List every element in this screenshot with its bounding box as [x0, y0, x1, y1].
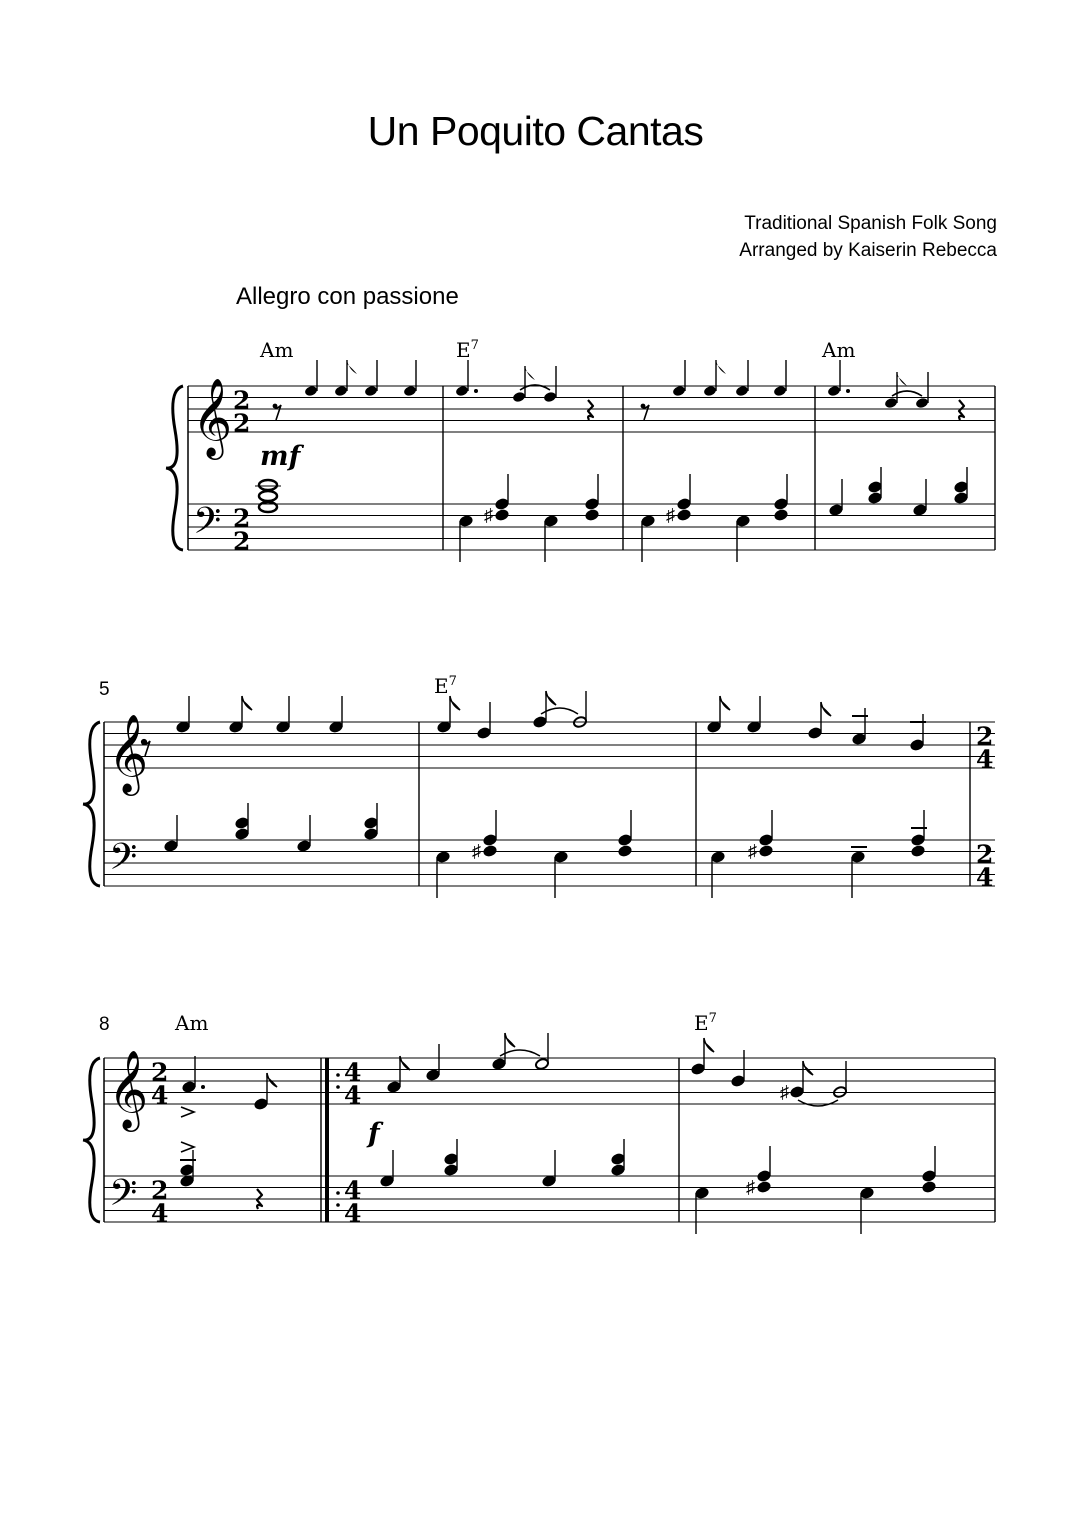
treble-measure [641, 360, 788, 420]
chord-symbol: Am [175, 1011, 209, 1035]
score-title: Un Poquito Cantas [367, 108, 704, 154]
time-sig-den-bass: 4 [344, 1199, 362, 1228]
bass-measure [695, 1146, 936, 1234]
treble-measure [691, 1038, 848, 1106]
treble-measure [387, 1033, 550, 1093]
bass-clef-icon: 𝄢 [109, 1172, 138, 1223]
time-sig-den-bass: 4 [151, 1199, 169, 1228]
time-sig-den: 4 [976, 745, 994, 774]
bass-measure [829, 467, 968, 516]
treble-measure [273, 360, 418, 420]
chord-symbol: Am [260, 338, 294, 362]
time-sig-num-bass: 2 [976, 840, 994, 869]
chord-symbol: $E^7$ [694, 1011, 717, 1035]
treble-measure [707, 696, 926, 751]
bass-clef-icon: 𝄢 [109, 836, 138, 887]
treble-clef-icon: 𝄞 [192, 378, 233, 457]
brace-icon [83, 1058, 100, 1222]
treble-measure [181, 1056, 277, 1117]
bass-measure [436, 810, 632, 898]
system-1 [166, 338, 995, 562]
treble-measure [827, 360, 964, 420]
bass-measure [459, 474, 599, 562]
brace-icon [83, 722, 100, 886]
time-sig-num-bass: 4 [344, 1176, 362, 1205]
bass-measure [711, 810, 927, 898]
time-sig-num: 2 [976, 722, 994, 751]
chord-symbol: $E^7$ [456, 338, 479, 362]
measure-number: 8 [99, 1014, 110, 1035]
bass-measure [380, 1139, 625, 1187]
time-sig-den-bass: 4 [976, 863, 994, 892]
time-sig-num: 4 [344, 1058, 362, 1087]
chord-symbol: Am [822, 338, 856, 362]
treble-measure [455, 360, 593, 420]
svg-text:♯: ♯ [780, 1082, 789, 1102]
svg-text:♯: ♯ [472, 841, 481, 861]
bass-measure [641, 474, 788, 562]
time-sig-den: 4 [151, 1081, 169, 1110]
svg-text:♯: ♯ [746, 1177, 755, 1197]
svg-text:♯: ♯ [748, 841, 757, 861]
chord-symbol: $E^7$ [434, 674, 457, 698]
system-3 [83, 1011, 995, 1234]
bass-measure [164, 803, 378, 852]
time-sig-num-bass: 2 [151, 1176, 169, 1205]
dynamic-marking: f [368, 1118, 380, 1149]
time-sig-num-bass: 2 [233, 504, 251, 533]
brace-icon [166, 386, 183, 550]
time-sig-den: 2 [233, 409, 251, 438]
tempo-marking: Allegro con passione [236, 283, 459, 310]
measure-number: 5 [99, 679, 110, 700]
dynamic-marking: mf [260, 441, 301, 472]
time-sig-num: 2 [151, 1058, 169, 1087]
treble-measure [142, 696, 344, 756]
time-sig-den: 4 [344, 1081, 362, 1110]
bass-measure [255, 480, 281, 512]
composer-line: Traditional Spanish Folk Song [744, 213, 997, 234]
time-sig-den-bass: 2 [233, 527, 251, 556]
treble-clef-icon: 𝄞 [108, 1050, 149, 1129]
time-sig-num: 2 [233, 386, 251, 415]
treble-clef-icon: 𝄞 [108, 714, 149, 793]
svg-text:♯: ♯ [666, 505, 675, 525]
bass-clef-icon: 𝄢 [193, 500, 222, 551]
system-2 [83, 674, 995, 898]
arranger-line: Arranged by Kaiserin Rebecca [739, 240, 997, 261]
svg-text:♯: ♯ [484, 505, 493, 525]
treble-measure [437, 691, 588, 739]
